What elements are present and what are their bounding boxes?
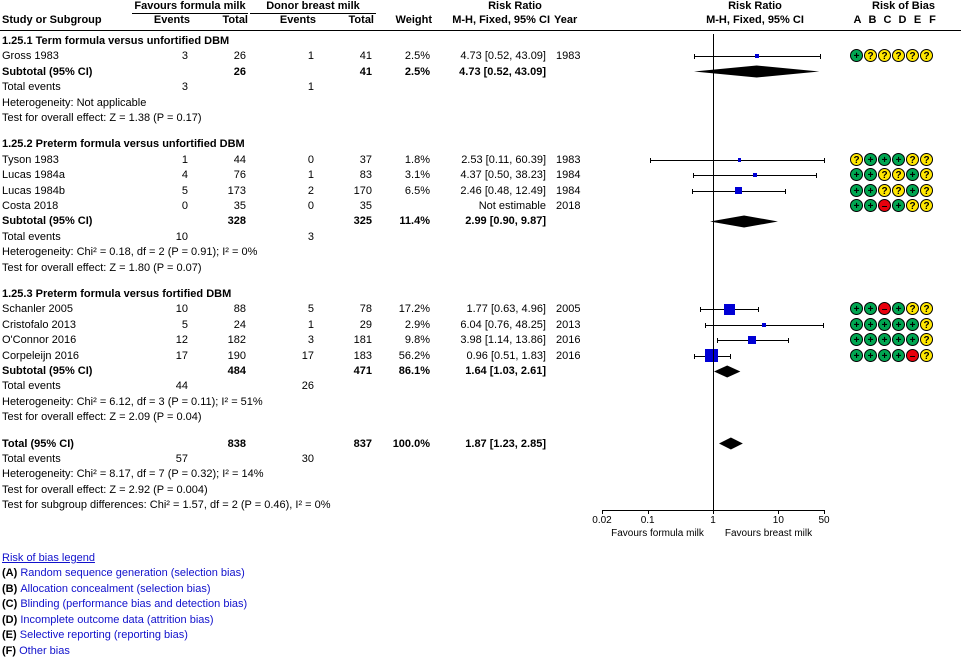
cell-study: Total (95% CI) [2, 437, 74, 450]
rob-low-risk-icon: + [864, 168, 877, 181]
overall-effect-text: Test for overall effect: Z = 2.09 (P = 0.04) [2, 411, 202, 424]
cell-ci: 0.96 [0.51, 1.83] [466, 349, 546, 362]
cell-weight: 9.8% [404, 334, 430, 347]
cell-study: Total events [2, 453, 61, 465]
rob-unclear-risk-icon: ? [878, 49, 891, 62]
rob-low-risk-icon: + [906, 333, 919, 346]
rob-unclear-risk-icon: ? [920, 302, 933, 315]
rob-letter-c: C [883, 14, 892, 26]
cell-e2: 1 [307, 318, 314, 331]
x-tick [602, 510, 603, 514]
rob-row [850, 349, 934, 362]
ci-cap [650, 158, 651, 163]
cell-t2: 37 [359, 153, 372, 166]
cell-weight: 56.2% [398, 349, 430, 362]
heterogeneity-text: Heterogeneity: Chi² = 0.18, df = 2 (P = 0.91); I² = 0% [2, 246, 258, 259]
rob-low-risk-icon: + [878, 318, 891, 331]
rob-row [850, 318, 934, 331]
rob-unclear-risk-icon: ? [878, 184, 891, 197]
cell-ci: 4.73 [0.52, 43.09] [459, 65, 546, 78]
cell-t1: 838 [227, 437, 246, 450]
risk-of-bias-legend [2, 552, 422, 659]
rob-low-risk-icon: + [864, 199, 877, 212]
cell-t2: 41 [359, 65, 372, 78]
cell-study: Cristofalo 2013 [2, 318, 76, 331]
effect-marker [738, 158, 741, 161]
cell-t2: 78 [359, 303, 372, 316]
rob-low-risk-icon: + [906, 318, 919, 331]
rob-high-risk-icon: – [878, 199, 891, 212]
rob-low-risk-icon: + [878, 349, 891, 362]
rob-row [850, 153, 934, 166]
legend-item [2, 566, 422, 582]
effect-marker [755, 54, 759, 58]
cell-study: Tyson 1983 [2, 153, 59, 166]
ci-cap [694, 54, 695, 59]
rob-low-risk-icon: + [850, 199, 863, 212]
cell-e1: 3 [181, 81, 188, 94]
cell-e1: 10 [175, 230, 188, 243]
cell-year: 1983 [556, 50, 581, 63]
cell-e1: 4 [181, 169, 188, 182]
rob-low-risk-icon: + [864, 302, 877, 315]
x-tick-label: 10 [772, 515, 784, 526]
cell-e1: 57 [175, 453, 188, 465]
cell-weight: 6.5% [404, 184, 430, 197]
cell-e2: 3 [307, 334, 314, 347]
rob-unclear-risk-icon: ? [892, 49, 905, 62]
summary-diamond [718, 437, 744, 450]
cell-ci: 3.98 [1.14, 13.86] [460, 334, 546, 347]
rob-letter-d: D [898, 14, 907, 26]
cell-e1: 44 [175, 380, 188, 393]
plot-header-title: Risk Ratio [728, 0, 782, 12]
cell-e1: 3 [181, 50, 188, 63]
rob-row [850, 302, 934, 315]
cell-t2: 183 [353, 349, 372, 362]
cell-e2: 26 [301, 380, 314, 393]
cell-weight: 86.1% [398, 365, 430, 377]
cell-study: Costa 2018 [2, 200, 59, 212]
cell-study: Schanler 2005 [2, 303, 73, 316]
rob-low-risk-icon: + [850, 318, 863, 331]
cell-e1: 10 [175, 303, 188, 316]
cell-e2: 30 [301, 453, 314, 465]
col-total-2: Total [348, 14, 374, 26]
effect-marker [762, 323, 766, 327]
cell-study: O'Connor 2016 [2, 334, 77, 347]
legend-item-key: (C) [2, 598, 21, 610]
group-header-donor: Donor breast milk [266, 0, 360, 12]
cell-ci: Not estimable [478, 200, 546, 212]
effect-marker [705, 349, 718, 362]
ci-cap [824, 158, 825, 163]
cell-study: Total events [2, 230, 61, 243]
total-overall-effect: Test for overall effect: Z = 2.92 (P = 0.004) [2, 483, 208, 496]
ci-cap [705, 323, 706, 328]
effect-marker [724, 304, 735, 315]
cell-t1: 24 [233, 318, 246, 331]
summary-diamond [709, 215, 779, 228]
cell-e2: 2 [307, 184, 314, 197]
cell-t1: 328 [227, 215, 246, 228]
legend-item [2, 582, 422, 598]
x-tick [778, 510, 779, 514]
ci-cap [700, 307, 701, 312]
rob-letter-a: A [853, 14, 862, 26]
rob-low-risk-icon: + [906, 168, 919, 181]
cell-study: Gross 1983 [2, 50, 59, 63]
heterogeneity-text: Heterogeneity: Not applicable [2, 96, 147, 109]
cell-year: 1984 [556, 169, 581, 182]
rob-low-risk-icon: + [850, 349, 863, 362]
cell-e1: 12 [175, 334, 188, 347]
rob-header: Risk of Bias [872, 0, 935, 12]
rob-unclear-risk-icon: ? [920, 318, 933, 331]
rob-low-risk-icon: + [906, 184, 919, 197]
effect-marker [753, 173, 758, 178]
legend-item [2, 597, 422, 613]
rob-unclear-risk-icon: ? [906, 199, 919, 212]
cell-study: Subtotal (95% CI) [2, 215, 93, 228]
cell-weight: 11.4% [399, 215, 430, 228]
x-axis-label-left: Favours formula milk [611, 528, 704, 539]
x-tick-label: 0.1 [640, 515, 655, 526]
legend-item [2, 628, 422, 644]
subgroup-heading: 1.25.1 Term formula versus unfortified DBM [2, 35, 230, 47]
cell-ci: 4.37 [0.50, 38.23] [460, 169, 546, 182]
col-year: Year [554, 14, 578, 26]
cell-t1: 44 [233, 153, 246, 166]
legend-item-key: (E) [2, 629, 20, 641]
rob-unclear-risk-icon: ? [920, 184, 933, 197]
cell-t2: 83 [359, 169, 372, 182]
rob-low-risk-icon: + [850, 168, 863, 181]
cell-weight: 1.8% [404, 153, 430, 166]
cell-t2: 29 [359, 318, 372, 331]
rob-low-risk-icon: + [892, 302, 905, 315]
rob-low-risk-icon: + [892, 318, 905, 331]
rob-low-risk-icon: + [864, 349, 877, 362]
rob-unclear-risk-icon: ? [920, 333, 933, 346]
legend-item [2, 613, 422, 629]
ci-cap [820, 54, 821, 59]
cell-e2: 17 [301, 349, 314, 362]
total-heterogeneity: Heterogeneity: Chi² = 8.17, df = 7 (P = 0.32); I² = 14% [2, 468, 264, 481]
cell-ci: 1.77 [0.63, 4.96] [466, 303, 546, 316]
cell-weight: 100.0% [392, 437, 430, 450]
legend-item-key: (F) [2, 644, 20, 657]
col-study: Study or Subgroup [2, 14, 102, 26]
cell-e2: 0 [307, 153, 314, 166]
summary-diamond [713, 365, 741, 378]
legend-item-text: Incomplete outcome data (attrition bias) [20, 613, 214, 626]
rob-high-risk-icon: – [906, 349, 919, 362]
cell-t1: 173 [227, 184, 246, 197]
rob-unclear-risk-icon: ? [920, 153, 933, 166]
x-tick [713, 510, 714, 514]
rob-letters [850, 14, 940, 26]
plot-header-sub: M-H, Fixed, 95% CI [706, 14, 804, 26]
cell-t1: 76 [233, 169, 246, 182]
cell-year: 2005 [556, 303, 581, 316]
x-axis-label-right: Favours breast milk [724, 528, 813, 539]
cell-t2: 35 [359, 200, 372, 212]
cell-t2: 837 [353, 437, 372, 450]
rob-letter-b: B [868, 14, 877, 26]
cell-ci: 1.87 [1.23, 2.85] [465, 437, 546, 450]
ci-cap [758, 307, 759, 312]
subgroup-heading: 1.25.2 Preterm formula versus unfortified DBM [2, 138, 245, 151]
rob-unclear-risk-icon: ? [892, 168, 905, 181]
rob-low-risk-icon: + [850, 333, 863, 346]
legend-title: Risk of bias legend [2, 552, 95, 564]
ci-cap [823, 323, 824, 328]
cell-ci: 2.99 [0.90, 9.87] [465, 215, 546, 228]
cell-t2: 41 [359, 50, 372, 63]
cell-t1: 182 [227, 334, 246, 347]
rob-unclear-risk-icon: ? [920, 168, 933, 181]
col-ci: M-H, Fixed, 95% CI [452, 14, 550, 26]
effect-marker [748, 336, 756, 344]
cell-t1: 484 [227, 365, 246, 377]
rob-unclear-risk-icon: ? [920, 349, 933, 362]
overall-effect-text: Test for overall effect: Z = 1.38 (P = 0.17) [2, 112, 202, 124]
cell-t2: 170 [353, 184, 372, 197]
cell-study: Corpeleijn 2016 [2, 349, 80, 362]
x-tick-label: 50 [818, 515, 830, 526]
rob-row [850, 168, 934, 181]
cell-weight: 2.9% [404, 318, 430, 331]
cell-e2: 1 [307, 81, 314, 94]
cell-weight: 3.1% [404, 169, 430, 182]
cell-study: Total events [2, 380, 61, 393]
cell-ci: 6.04 [0.76, 48.25] [460, 318, 546, 331]
rob-unclear-risk-icon: ? [878, 168, 891, 181]
col-weight: Weight [395, 14, 432, 26]
cell-study: Lucas 1984b [2, 184, 65, 197]
legend-item [2, 644, 422, 660]
col-events-1: Events [153, 14, 190, 26]
rob-low-risk-icon: + [850, 184, 863, 197]
rob-low-risk-icon: + [850, 49, 863, 62]
legend-item-text: Selective reporting (reporting bias) [19, 629, 188, 641]
cell-weight: 17.2% [398, 303, 430, 316]
cell-t1: 88 [233, 303, 246, 316]
cell-ci: 2.53 [0.11, 60.39] [461, 153, 546, 166]
rob-unclear-risk-icon: ? [906, 49, 919, 62]
rob-row [850, 333, 934, 346]
cell-t1: 26 [233, 50, 246, 63]
col-events-2: Events [279, 14, 316, 26]
cell-e1: 0 [181, 200, 188, 212]
subgroup-difference-test: Test for subgroup differences: Chi² = 1.57, df = 2 (P = 0.46), I² = 0% [2, 499, 331, 512]
rob-unclear-risk-icon: ? [892, 184, 905, 197]
rob-unclear-risk-icon: ? [864, 49, 877, 62]
legend-item-text: Random sequence generation (selection bias) [20, 567, 245, 579]
rob-unclear-risk-icon: ? [920, 49, 933, 62]
rob-low-risk-icon: + [864, 333, 877, 346]
cell-t2: 471 [353, 365, 372, 377]
cell-e1: 17 [175, 349, 188, 362]
rob-letter-f: F [929, 14, 936, 26]
x-tick [824, 510, 825, 514]
cell-weight: 2.5% [404, 65, 430, 78]
rob-unclear-risk-icon: ? [906, 302, 919, 315]
cell-t1: 35 [233, 200, 246, 212]
heterogeneity-text: Heterogeneity: Chi² = 6.12, df = 3 (P = 0.11); I² = 51% [2, 395, 263, 408]
x-tick-label: 0.02 [592, 515, 612, 526]
legend-item-text: Blinding (performance bias and detection bias) [20, 598, 248, 610]
cell-study: Total events [2, 81, 61, 94]
ci-cap [692, 189, 693, 194]
cell-e2: 1 [307, 169, 314, 182]
cell-year: 2016 [556, 334, 581, 347]
x-tick [648, 510, 649, 514]
group-header-formula: Favours formula milk [134, 0, 246, 12]
cell-e2: 1 [307, 50, 314, 63]
cell-study: Subtotal (95% CI) [2, 365, 93, 377]
legend-item-key: (A) [2, 567, 21, 579]
rob-low-risk-icon: + [864, 153, 877, 166]
cell-e2: 5 [307, 303, 314, 316]
rob-low-risk-icon: + [878, 153, 891, 166]
group-header-risk-ratio: Risk Ratio [488, 0, 542, 12]
legend-item-text: Allocation concealment (selection bias) [20, 582, 211, 595]
legend-item-key: (B) [2, 582, 21, 595]
cell-ci: 2.46 [0.48, 12.49] [460, 184, 546, 197]
rob-low-risk-icon: + [878, 333, 891, 346]
cell-study: Lucas 1984a [2, 169, 65, 182]
cell-study: Subtotal (95% CI) [2, 65, 93, 78]
rob-low-risk-icon: + [892, 333, 905, 346]
cell-year: 2016 [556, 349, 581, 362]
rob-row [850, 49, 934, 62]
ci-cap [816, 173, 817, 178]
rob-unclear-risk-icon: ? [850, 153, 863, 166]
cell-ci: 4.73 [0.52, 43.09] [460, 50, 546, 63]
cell-e1: 5 [181, 318, 188, 331]
rob-low-risk-icon: + [864, 184, 877, 197]
overall-effect-text: Test for overall effect: Z = 1.80 (P = 0.07) [2, 261, 202, 274]
cell-e2: 3 [307, 230, 314, 243]
ci-cap [730, 354, 731, 359]
x-tick-label: 1 [710, 515, 716, 526]
rob-row [850, 199, 934, 212]
cell-weight: 2.5% [404, 50, 430, 63]
rob-unclear-risk-icon: ? [906, 153, 919, 166]
cell-t2: 181 [353, 334, 372, 347]
rob-low-risk-icon: + [850, 302, 863, 315]
rob-letter-e: E [913, 14, 922, 26]
ci-cap [694, 354, 695, 359]
cell-t2: 325 [353, 215, 372, 228]
cell-e2: 0 [307, 200, 314, 212]
cell-e1: 1 [181, 153, 188, 166]
null-effect-line [713, 34, 714, 510]
effect-marker [735, 187, 742, 194]
cell-e1: 5 [181, 184, 188, 197]
legend-item-key: (D) [2, 613, 21, 626]
cell-t1: 190 [227, 349, 246, 362]
rob-low-risk-icon: + [892, 153, 905, 166]
cell-ci: 1.64 [1.03, 2.61] [465, 365, 546, 377]
ci-cap [785, 189, 786, 194]
rob-low-risk-icon: + [864, 318, 877, 331]
ci-cap [717, 338, 718, 343]
rob-high-risk-icon: – [878, 302, 891, 315]
legend-item-text: Other bias [19, 644, 70, 657]
ci-cap [693, 173, 694, 178]
rob-row [850, 184, 934, 197]
cell-year: 2018 [556, 200, 581, 212]
subgroup-heading: 1.25.3 Preterm formula versus fortified DBM [2, 288, 232, 300]
cell-t1: 26 [233, 65, 246, 78]
rob-unclear-risk-icon: ? [920, 199, 933, 212]
ci-cap [788, 338, 789, 343]
cell-year: 1983 [556, 153, 581, 166]
rob-low-risk-icon: + [892, 199, 905, 212]
col-total-1: Total [222, 14, 248, 26]
cell-year: 2013 [556, 318, 581, 331]
cell-year: 1984 [556, 184, 581, 197]
rob-low-risk-icon: + [892, 349, 905, 362]
